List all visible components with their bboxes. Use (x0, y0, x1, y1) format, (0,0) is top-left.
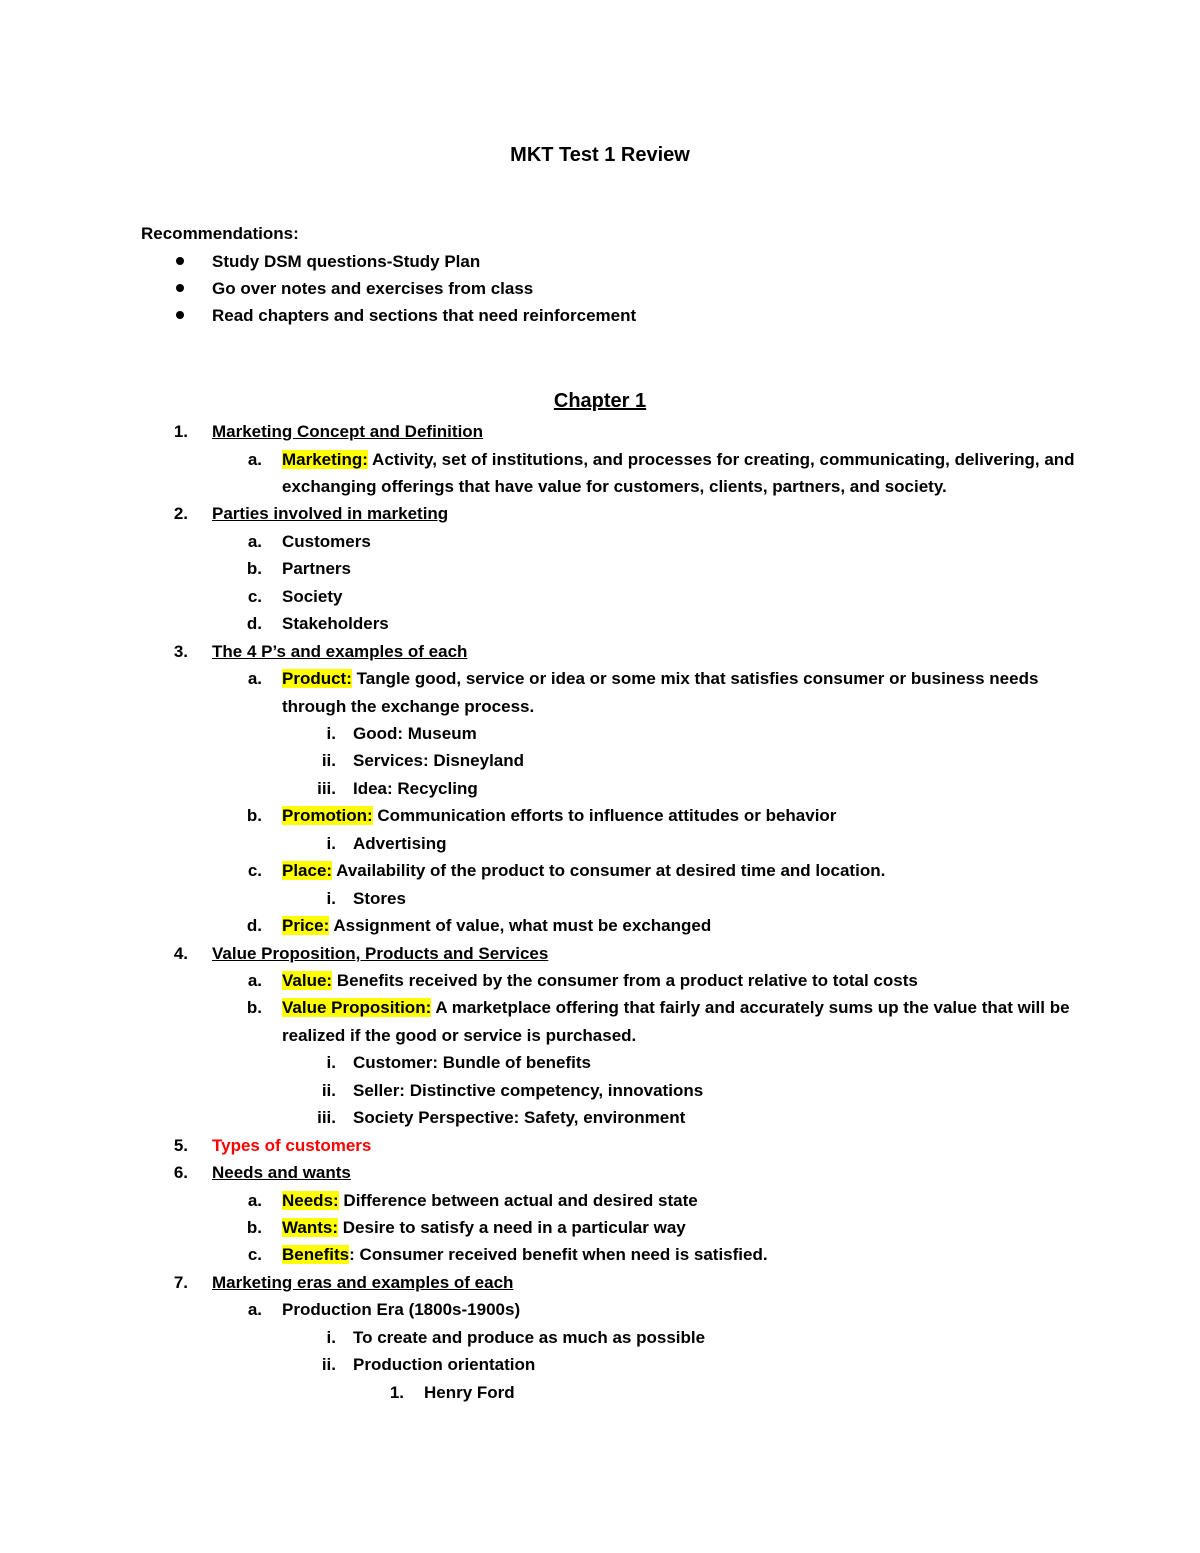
list-letter: d. (246, 916, 262, 935)
list-heading-red: Types of customers (212, 1136, 372, 1155)
list-letter: c. (247, 587, 262, 606)
list-heading: Marketing Concept and Definition (212, 422, 484, 441)
list-item: Production orientation (353, 1355, 536, 1374)
list-heading: Parties involved in marketing (212, 504, 449, 523)
document-title: MKT Test 1 Review (510, 144, 690, 166)
list-item: Benefits: Consumer received benefit when need is satisfied. (282, 1245, 768, 1264)
bullet-icon (176, 257, 184, 265)
list-roman: i. (326, 834, 336, 853)
recommendations-label: Recommendations: (141, 224, 299, 243)
list-item: Customers (282, 532, 371, 551)
list-item: Partners (282, 559, 351, 578)
bullet-icon (176, 284, 184, 292)
term-highlight: Benefits (282, 1245, 350, 1264)
recommendation-item: Go over notes and exercises from class (212, 279, 534, 298)
list-roman: i. (326, 1053, 336, 1072)
list-item: Needs: Difference between actual and desired state (282, 1191, 698, 1210)
list-roman: ii. (321, 751, 336, 770)
list-roman: ii. (321, 1355, 336, 1374)
list-letter: a. (247, 450, 262, 469)
list-item: Production Era (1800s-1900s) (282, 1300, 521, 1319)
list-letter: a. (247, 669, 262, 688)
chapter-heading: Chapter 1 (553, 390, 647, 412)
term-highlight: Promotion: (282, 806, 373, 825)
list-item: Product: Tangle good, service or idea or some mix that satisfies consumer or business needs (282, 669, 1039, 688)
list-item: Marketing: Activity, set of institutions, and processes for creating, communicating, delivering, and (282, 450, 1075, 469)
list-item: Seller: Distinctive competency, innovations (353, 1081, 704, 1100)
list-item: Value: Benefits received by the consumer from a product relative to total costs (282, 971, 918, 990)
list-item: Place: Availability of the product to consumer at desired time and location. (282, 861, 886, 880)
term-highlight: Value Proposition: (282, 998, 432, 1017)
list-letter: c. (247, 1245, 262, 1264)
list-number: 5. (173, 1136, 188, 1155)
list-letter: b. (246, 1218, 262, 1237)
list-number: 2. (173, 504, 188, 523)
list-item-continued: through the exchange process. (282, 697, 535, 716)
list-heading: Needs and wants (212, 1163, 351, 1182)
list-roman: i. (326, 1328, 336, 1347)
list-item: Henry Ford (424, 1383, 515, 1402)
list-letter: d. (246, 614, 262, 633)
list-item: Society Perspective: Safety, environment (353, 1108, 686, 1127)
list-item: Good: Museum (353, 724, 477, 743)
list-item: Customer: Bundle of benefits (353, 1053, 592, 1072)
list-number: 4. (173, 944, 188, 963)
list-letter: a. (247, 1191, 262, 1210)
term-highlight: Price: (282, 916, 330, 935)
list-heading: The 4 P’s and examples of each (212, 642, 468, 661)
term-highlight: Value: (282, 971, 333, 990)
list-number-nested: 1. (389, 1383, 404, 1402)
list-roman: ii. (321, 1081, 336, 1100)
list-item-continued: realized if the good or service is purchased. (282, 1026, 637, 1045)
bullet-icon (176, 311, 184, 319)
list-letter: b. (246, 806, 262, 825)
list-item: Stores (353, 889, 406, 908)
list-item: Idea: Recycling (353, 779, 478, 798)
list-roman: i. (326, 724, 336, 743)
list-item: Stakeholders (282, 614, 389, 633)
term-highlight: Needs: (282, 1191, 339, 1210)
list-item: Society (282, 587, 343, 606)
list-roman: i. (326, 889, 336, 908)
list-item: Price: Assignment of value, what must be exchanged (282, 916, 712, 935)
term-highlight: Wants: (282, 1218, 339, 1237)
list-number: 7. (173, 1273, 188, 1292)
term-highlight: Place: (282, 861, 333, 880)
list-letter: a. (247, 532, 262, 551)
list-item: Value Proposition: A marketplace offering that fairly and accurately sums up the value that will be (282, 998, 1070, 1017)
list-letter: b. (246, 998, 262, 1017)
list-item: Advertising (353, 834, 447, 853)
list-item-continued: exchanging offerings that have value for customers, clients, partners, and society. (282, 477, 947, 496)
list-item: Services: Disneyland (353, 751, 525, 770)
list-number: 6. (173, 1163, 188, 1182)
list-heading: Marketing eras and examples of each (212, 1273, 514, 1292)
list-roman: iii. (317, 1108, 336, 1127)
recommendation-item: Read chapters and sections that need reinforcement (212, 306, 637, 325)
list-item: To create and produce as much as possible (353, 1328, 706, 1347)
list-roman: iii. (317, 779, 336, 798)
list-letter: a. (247, 971, 262, 990)
list-letter: c. (247, 861, 262, 880)
list-item: Promotion: Communication efforts to influence attitudes or behavior (282, 806, 837, 825)
recommendation-item: Study DSM questions-Study Plan (212, 252, 481, 271)
list-heading: Value Proposition, Products and Services (212, 944, 549, 963)
list-letter: a. (247, 1300, 262, 1319)
list-item: Wants: Desire to satisfy a need in a particular way (282, 1218, 686, 1237)
term-highlight: Marketing: (282, 450, 368, 469)
list-number: 3. (173, 642, 188, 661)
term-highlight: Product: (282, 669, 352, 688)
list-letter: b. (246, 559, 262, 578)
list-number: 1. (173, 422, 188, 441)
